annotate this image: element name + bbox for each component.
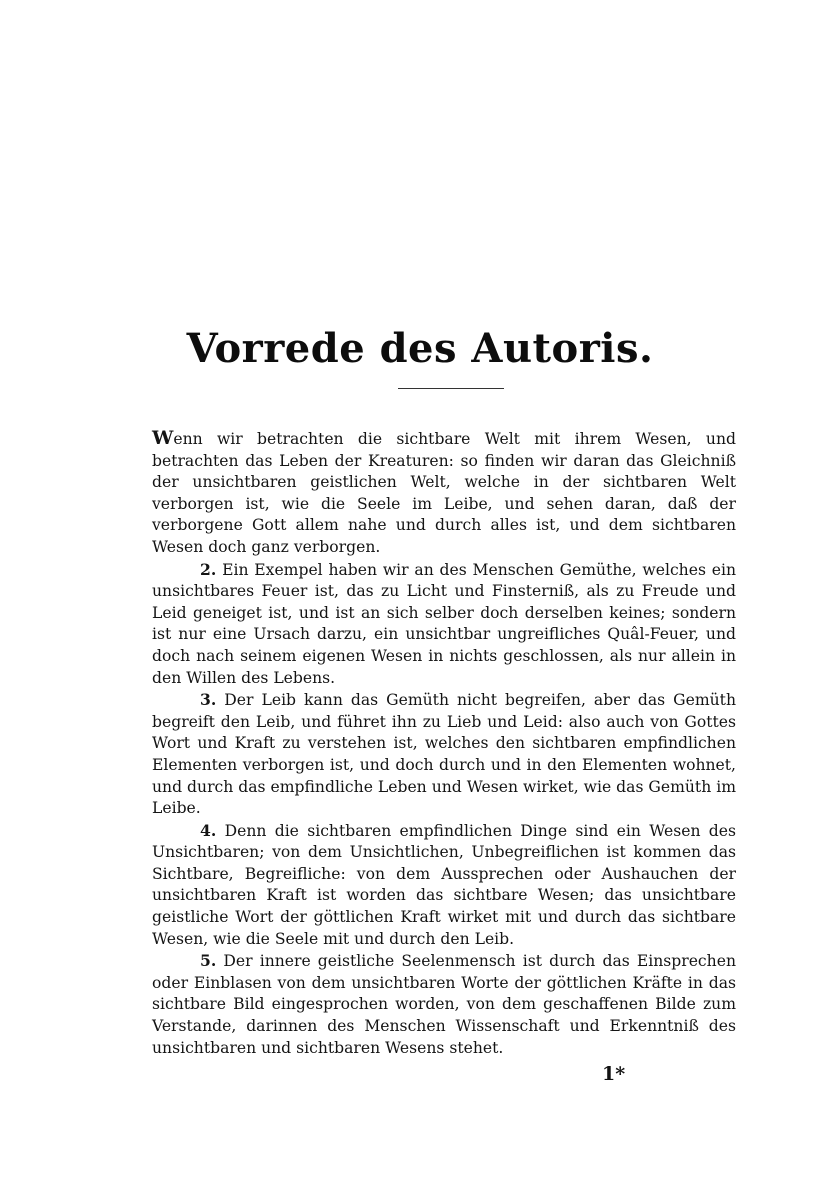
paragraph-text: Ein Exempel haben wir an des Menschen Gemüthe, welches ein unsichtbares Feuer ist, das zu Licht und Finsterniß, als zu Freude und Leid geneiget ist, und ist an sich selber doch derselben keines; sondern ist nur eine Ursach darzu, ein unsichtbar ungreifliches Quâl-Feuer, und doch nach seinem eigenen Wesen in nichts geschlossen, als nur allein in den Willen des Lebens. [152,560,736,687]
paragraph-number: 2. [200,559,217,579]
page-title: Vorrede des Autoris. [186,324,654,372]
paragraph-3 [152,689,736,820]
paragraph-number: 5. [200,951,217,971]
paragraph-text: enn wir betrachten die sichtbare Welt mit ihrem Wesen, und betrachten das Leben der Kreaturen: so finden wir daran das Gleichniß der unsichtbaren geistlichen Welt, welche in der sichtbaren Welt verborgen ist, wie die Seele im Leibe, und sehen daran, daß der verborgene Gott allem nahe und durch alles ist, und dem sichtbaren Wesen doch ganz verborgen. [152,430,736,556]
paragraph-number: 4. [200,820,217,840]
paragraph-4 [152,820,736,951]
paragraph-text: Der innere geistliche Seelenmensch ist durch das Einsprechen oder Einblasen von dem unsichtbaren Worte der göttlichen Kräfte in das sichtbare Bild eingesprochen worden, von dem geschaffenen Bilde zum Verstande, darinnen des Menschen Wissenschaft und Erkenntniß des unsichtbaren und sichtbaren Wesens stehet. [152,952,736,1057]
paragraph-text: Der Leib kann das Gemüth nicht begreifen, aber das Gemüth begreift den Leib, und führet ihn zu Lieb und Leid: also auch von Gottes Wort und Kraft zu verstehen ist, welches den sichtbaren empfindlichen Elementen verborgen ist, und doch durch und in den Elementen wohnet, und durch das empfindliche Leben und Wesen wirket, wie das Gemüth im Leibe. [152,691,736,818]
preface-body [152,428,736,1059]
paragraph-1 [152,428,736,559]
paragraph-5 [152,950,736,1059]
title-divider [398,388,504,389]
initial-letter: W [152,427,174,449]
paragraph-2 [152,559,736,690]
signature-mark: 1* [602,1063,626,1085]
paragraph-number: 3. [200,690,217,710]
paragraph-text: Denn die sichtbaren empfindlichen Dinge sind ein Wesen des Unsichtbaren; von dem Unsichtlichen, Unbegreiflichen ist kommen das Sichtbare, Begreifliche: von dem Aussprechen oder Aushauchen der unsichtbaren Kraft ist worden das sichtbare Wesen; das unsichtbare geistliche Wort der göttlichen Kraft wirket mit und durch das sichtbare Wesen, wie die Seele mit und durch den Leib. [152,821,736,948]
